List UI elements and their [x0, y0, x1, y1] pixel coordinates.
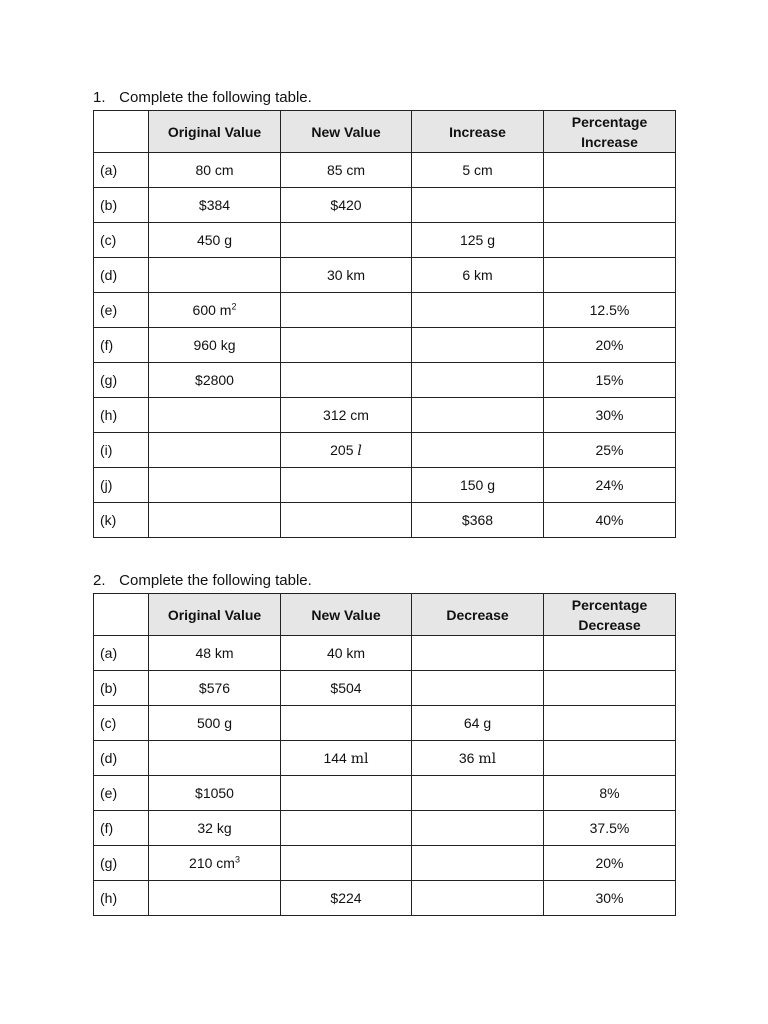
cell-original-value	[149, 363, 281, 398]
cell-new-value	[281, 503, 412, 538]
table-row	[94, 433, 676, 468]
cell-original-value	[149, 846, 281, 881]
row-label-text: (f)	[100, 820, 114, 836]
header-new-value: New Value	[281, 111, 412, 153]
cell-percentage-text: 25%	[595, 442, 624, 458]
cell-original-value	[149, 503, 281, 538]
cell-new-value	[281, 811, 412, 846]
cell-percentage-text: 40%	[595, 512, 624, 528]
cell-change	[412, 223, 544, 258]
header-original-value: Original Value	[149, 111, 281, 153]
row-label	[94, 741, 149, 776]
header-percentage-increase: Percentage Increase	[544, 111, 676, 153]
cell-new-value-text: 30 km	[326, 267, 366, 283]
row-label-text: (a)	[100, 645, 118, 661]
cell-original-value	[149, 468, 281, 503]
cell-percentage-text: 37.5%	[589, 820, 630, 836]
cell-percentage-text: 30%	[595, 407, 624, 423]
row-label	[94, 433, 149, 468]
cell-change-text: 5 cm	[462, 162, 493, 178]
cell-percentage	[544, 503, 676, 538]
row-label-text: (b)	[100, 680, 118, 696]
cell-original-value-text: 600 m	[192, 302, 232, 318]
cell-change	[412, 293, 544, 328]
cell-percentage	[544, 846, 676, 881]
increase-table-body	[94, 153, 676, 538]
table-row	[94, 881, 676, 916]
cell-original-value-text: 960 kg	[193, 337, 236, 353]
row-label-text: (k)	[100, 512, 117, 528]
cell-original-value	[149, 433, 281, 468]
cell-original-value-text: 450 g	[196, 232, 233, 248]
cell-percentage	[544, 153, 676, 188]
row-label	[94, 706, 149, 741]
unit-symbol: ml	[350, 750, 369, 767]
cell-original-value	[149, 671, 281, 706]
decrease-table	[93, 593, 676, 916]
question-number: 1.	[93, 89, 106, 106]
cell-percentage	[544, 741, 676, 776]
cell-percentage	[544, 671, 676, 706]
row-label	[94, 811, 149, 846]
cell-percentage	[544, 188, 676, 223]
cell-percentage	[544, 293, 676, 328]
cell-percentage	[544, 363, 676, 398]
question-text: Complete the following table.	[119, 572, 312, 589]
cell-original-value	[149, 398, 281, 433]
cell-new-value-text: $504	[330, 680, 362, 696]
cell-original-value-text: 210 cm	[189, 855, 235, 871]
cell-new-value-text: 205	[330, 441, 354, 458]
row-label	[94, 153, 149, 188]
cell-original-value	[149, 328, 281, 363]
cell-change	[412, 328, 544, 363]
cell-new-value	[281, 293, 412, 328]
cell-original-value-text: 500 g	[196, 715, 233, 731]
cell-new-value	[281, 706, 412, 741]
row-label	[94, 503, 149, 538]
cell-new-value-text: 85 cm	[326, 162, 366, 178]
header-percentage-decrease: Percentage Decrease	[544, 594, 676, 636]
table-row	[94, 153, 676, 188]
header-row	[94, 111, 676, 153]
row-label-text: (g)	[100, 855, 118, 871]
cell-original-value	[149, 258, 281, 293]
cell-change	[412, 468, 544, 503]
cell-change	[412, 363, 544, 398]
cell-change	[412, 398, 544, 433]
row-label	[94, 258, 149, 293]
cell-percentage	[544, 398, 676, 433]
row-label-text: (b)	[100, 197, 118, 213]
header-original-value: Original Value	[149, 594, 281, 636]
cell-new-value	[281, 223, 412, 258]
cell-change-text: $368	[461, 512, 494, 528]
cell-change	[412, 503, 544, 538]
cell-change-text: 64 g	[463, 715, 492, 731]
cell-change	[412, 433, 544, 468]
row-label-text: (h)	[100, 890, 118, 906]
cell-change	[412, 258, 544, 293]
row-label	[94, 636, 149, 671]
cell-percentage	[544, 223, 676, 258]
cell-new-value	[281, 398, 412, 433]
increase-table	[93, 110, 676, 538]
cell-original-value-text: 48 km	[195, 645, 234, 661]
cell-new-value	[281, 671, 412, 706]
cell-original-value-text: $384	[198, 197, 231, 213]
unit-exponent: 3	[234, 854, 240, 865]
table-row	[94, 846, 676, 881]
row-label-text: (c)	[100, 232, 117, 248]
row-label-text: (c)	[100, 715, 117, 731]
row-label-text: (d)	[100, 267, 118, 283]
table-row	[94, 328, 676, 363]
cell-percentage-text: 12.5%	[589, 302, 630, 318]
cell-percentage-text: 15%	[595, 372, 624, 388]
table-row	[94, 776, 676, 811]
cell-change	[412, 671, 544, 706]
unit-exponent: 2	[231, 301, 237, 312]
row-label	[94, 881, 149, 916]
cell-new-value	[281, 433, 412, 468]
cell-original-value	[149, 706, 281, 741]
cell-new-value	[281, 636, 412, 671]
cell-original-value-text: 80 cm	[195, 162, 234, 178]
table-row	[94, 258, 676, 293]
cell-change	[412, 706, 544, 741]
row-label-text: (e)	[100, 785, 118, 801]
row-label-text: (j)	[100, 477, 113, 493]
row-label-text: (h)	[100, 407, 118, 423]
header-blank	[94, 111, 149, 153]
cell-original-value	[149, 776, 281, 811]
cell-new-value	[281, 741, 412, 776]
cell-percentage-text: 30%	[595, 890, 624, 906]
cell-change	[412, 811, 544, 846]
cell-change-text: 36	[458, 749, 475, 766]
cell-change	[412, 741, 544, 776]
cell-new-value-text: $224	[330, 890, 362, 906]
cell-new-value	[281, 776, 412, 811]
cell-new-value	[281, 153, 412, 188]
header-blank	[94, 594, 149, 636]
row-label-text: (a)	[100, 162, 118, 178]
table-row	[94, 223, 676, 258]
row-label	[94, 223, 149, 258]
cell-change-text: 150 g	[459, 477, 496, 493]
cell-original-value-text: $2800	[195, 372, 234, 388]
cell-change	[412, 188, 544, 223]
question-1	[93, 89, 312, 107]
header-increase: Increase	[412, 111, 544, 153]
cell-original-value	[149, 881, 281, 916]
row-label-text: (e)	[100, 302, 118, 318]
row-label	[94, 776, 149, 811]
header-decrease: Decrease	[412, 594, 544, 636]
cell-original-value-text: $576	[198, 680, 231, 696]
cell-change	[412, 881, 544, 916]
row-label	[94, 188, 149, 223]
table-row	[94, 398, 676, 433]
cell-change	[412, 153, 544, 188]
cell-new-value-text: 312 cm	[323, 407, 369, 423]
table-row	[94, 671, 676, 706]
cell-percentage	[544, 328, 676, 363]
cell-new-value	[281, 188, 412, 223]
question-number: 2.	[93, 572, 106, 589]
cell-new-value	[281, 328, 412, 363]
cell-new-value-text: 40 km	[326, 645, 366, 661]
row-label-text: (f)	[100, 337, 114, 353]
cell-change	[412, 776, 544, 811]
cell-percentage-text: 20%	[595, 337, 624, 353]
row-label-text: (d)	[100, 750, 118, 766]
header-row	[94, 594, 676, 636]
row-label	[94, 468, 149, 503]
cell-new-value	[281, 258, 412, 293]
row-label	[94, 293, 149, 328]
cell-percentage-text: 8%	[599, 785, 620, 801]
row-label	[94, 398, 149, 433]
cell-percentage	[544, 776, 676, 811]
cell-original-value	[149, 188, 281, 223]
cell-new-value	[281, 846, 412, 881]
table-row	[94, 741, 676, 776]
cell-percentage-text: 24%	[595, 477, 624, 493]
cell-percentage	[544, 811, 676, 846]
table-row	[94, 468, 676, 503]
cell-change	[412, 846, 544, 881]
cell-original-value	[149, 811, 281, 846]
cell-percentage	[544, 636, 676, 671]
unit-symbol: l	[357, 442, 362, 459]
cell-original-value	[149, 636, 281, 671]
cell-new-value	[281, 468, 412, 503]
cell-percentage	[544, 468, 676, 503]
row-label-text: (i)	[100, 442, 113, 458]
cell-new-value-text: 144	[323, 749, 347, 766]
table-row	[94, 293, 676, 328]
table-row	[94, 706, 676, 741]
row-label	[94, 363, 149, 398]
cell-original-value	[149, 223, 281, 258]
cell-percentage-text: 20%	[595, 855, 624, 871]
table-row	[94, 636, 676, 671]
cell-original-value-text: 32 kg	[197, 820, 232, 836]
row-label-text: (g)	[100, 372, 118, 388]
cell-percentage	[544, 433, 676, 468]
cell-original-value-text: $1050	[195, 785, 234, 801]
cell-new-value	[281, 363, 412, 398]
question-text: Complete the following table.	[119, 89, 312, 106]
cell-original-value	[149, 741, 281, 776]
table-row	[94, 363, 676, 398]
cell-change-text: 125 g	[459, 232, 496, 248]
cell-change-text: 6 km	[462, 267, 493, 283]
decrease-table-body	[94, 636, 676, 916]
table-row	[94, 811, 676, 846]
row-label	[94, 328, 149, 363]
question-2	[93, 572, 312, 590]
cell-change	[412, 636, 544, 671]
cell-original-value	[149, 293, 281, 328]
header-new-value: New Value	[281, 594, 412, 636]
cell-new-value	[281, 881, 412, 916]
cell-new-value-text: $420	[330, 197, 362, 213]
cell-percentage	[544, 706, 676, 741]
row-label	[94, 671, 149, 706]
table-row	[94, 188, 676, 223]
cell-percentage	[544, 258, 676, 293]
cell-original-value	[149, 153, 281, 188]
cell-percentage	[544, 881, 676, 916]
unit-symbol: ml	[478, 750, 497, 767]
table-row	[94, 503, 676, 538]
row-label	[94, 846, 149, 881]
